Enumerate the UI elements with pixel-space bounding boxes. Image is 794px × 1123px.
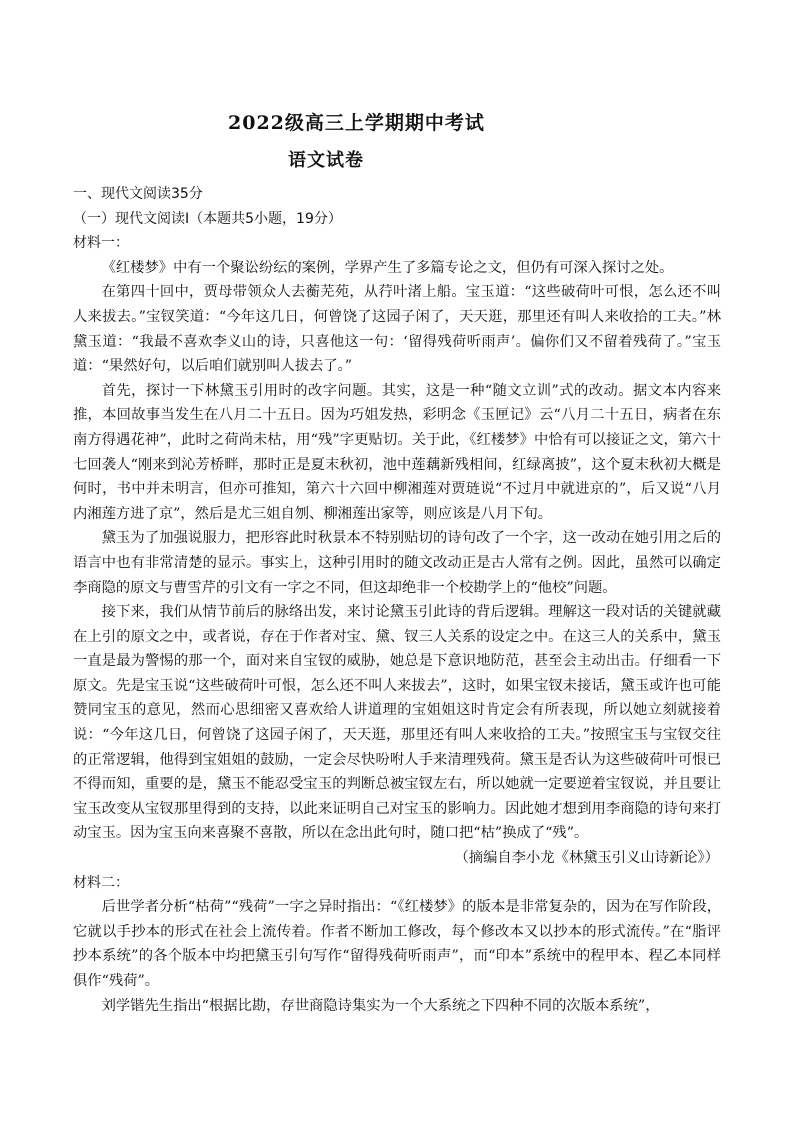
paragraph: 《红楼梦》中有一个聚讼纷纭的案例，学界产生了多篇专论之文，但仍有可深入探讨之处。 <box>101 259 674 276</box>
paragraph: 后世学者分析“枯荷”“残荷”一字之异时指出：“《红楼梦》的版本是非常复杂的，因为在写作阶段，它就以手抄本的形式在社会上流传着。作者不断加工修改，每个修改本又以抄本的形式流传。”在“脂评抄本系统”的各个版本中均把黛玉引句写作“留得残荷听雨声”，而“印本”系统中的程甲本、程乙本同样俱作“残荷”。 <box>73 899 722 989</box>
paragraph: 接下来，我们从情节前后的脉络出发，来讨论黛玉引此诗的背后逻辑。理解这一段对话的关键就藏在上引的原文之中，或者说，存在于作者对宝、黛、钗三人关系的设定之中。在这三人的关系中，黛玉一直是最为警惕的那一个，面对来自宝钗的威胁，她总是下意识地防范，甚至会主动出击。仔细看一下原文。先是宝玉说“这些破荷叶可恨，怎么还不叫人来拔去”，这时，如果宝钗未接话，黛玉或许也可能赞同宝玉的意见，然而心思细密又喜欢给人讲道理的宝姐姐这时肯定会有所表现，所以她立刻就接着说：“今年这几日，何曾饶了这园子闲了，天天逛，那里还有叫人来收拾的工夫。”按照宝玉与宝钗交往的正常逻辑，他得到宝姐姐的鼓励，一定会尽快吩咐人手来清理残荷。黛玉是否认为这些破荷叶可恨已不得而知，重要的是，黛玉不能忍受宝玉的判断总被宝钗左右，所以她就一定要逆着宝钗说，并且要让宝玉改变从宝钗那里得到的支持，以此来证明自己对宝玉的影响力。因此她才想到用李商隐的诗句来打动宝玉。因为宝玉向来喜聚不喜散，所以在念出此句时，随口把“枯”换成了“残”。 <box>73 604 721 842</box>
paragraph: 在第四十回中，贾母带领众人去蘅芜苑，从荇叶渚上船。宝玉道：“这些破荷叶可恨，怎么还不叫人来拔去。”宝钗笑道：“今年这几日，何曾饶了这园子闲了，天天逛，那里还有叫人来收拾的工夫。”林黛玉道：“我最不喜欢李义山的诗，只喜他这一句：‘留得残荷听雨声’。偏你们又不留着残荷了。”宝玉道：“果然好句，以后咱们就别叫人拔去了。” <box>73 284 721 375</box>
paragraph: 刘学锴先生指出“根据比勘，存世商隐诗集实为一个大系统之下四种不同的次版本系统”， <box>101 997 660 1014</box>
material-two-label: 材料二： <box>73 874 129 891</box>
subsection-heading: （一）现代文阅读Ⅰ（本题共5小题，19分） <box>73 210 342 227</box>
paragraph: 首先，探讨一下林黛玉引用时的改字问题。其实，这是一种“随文立训”式的改动。据文本内容来推，本回故事当发生在八月二十五日。因为巧姐发热，彩明念《玉匣记》云“八月二十五日，病者在东南方得遇花神”，此时之荷尚未枯，用“残”字更贴切。关于此，《红楼梦》中恰有可以接证之文，第六十七回袭人“刚来到沁芳桥畔，那时正是夏末秋初，池中莲藕新残相间，红绿离披”，这个夏末秋初大概是何时，书中并未明言，但亦可推知，第六十六回中柳湘莲对贾琏说“不过月中就进京的”，后又说“八月内湘莲方进了京”，然后是尤三姐自刎、柳湘莲出家等，则应该是八月下旬。 <box>73 382 721 522</box>
exam-subtitle: 语文试卷 <box>288 150 364 171</box>
source-citation: （摘编自李小龙《林黛玉引义山诗新论》） <box>454 850 719 867</box>
material-one-label: 材料一： <box>73 235 129 252</box>
exam-body <box>73 182 721 1018</box>
paragraph: 黛玉为了加强说服力，把形容此时秋景本不特别贴切的诗句改了一个字，这一改动在她引用之后的语言中也有非常清楚的显示。事实上，这种引用时的随文改动正是古人常有之例。因此，虽然可以确定李商隐的原文与曹雪芹的引文有一字之不同，但这却绝非一个校勘学上的“他校”问题。 <box>73 530 721 596</box>
section-heading: 一、现代文阅读35分 <box>73 186 203 202</box>
exam-title: 2022级高三上学期期中考试 <box>228 112 485 134</box>
